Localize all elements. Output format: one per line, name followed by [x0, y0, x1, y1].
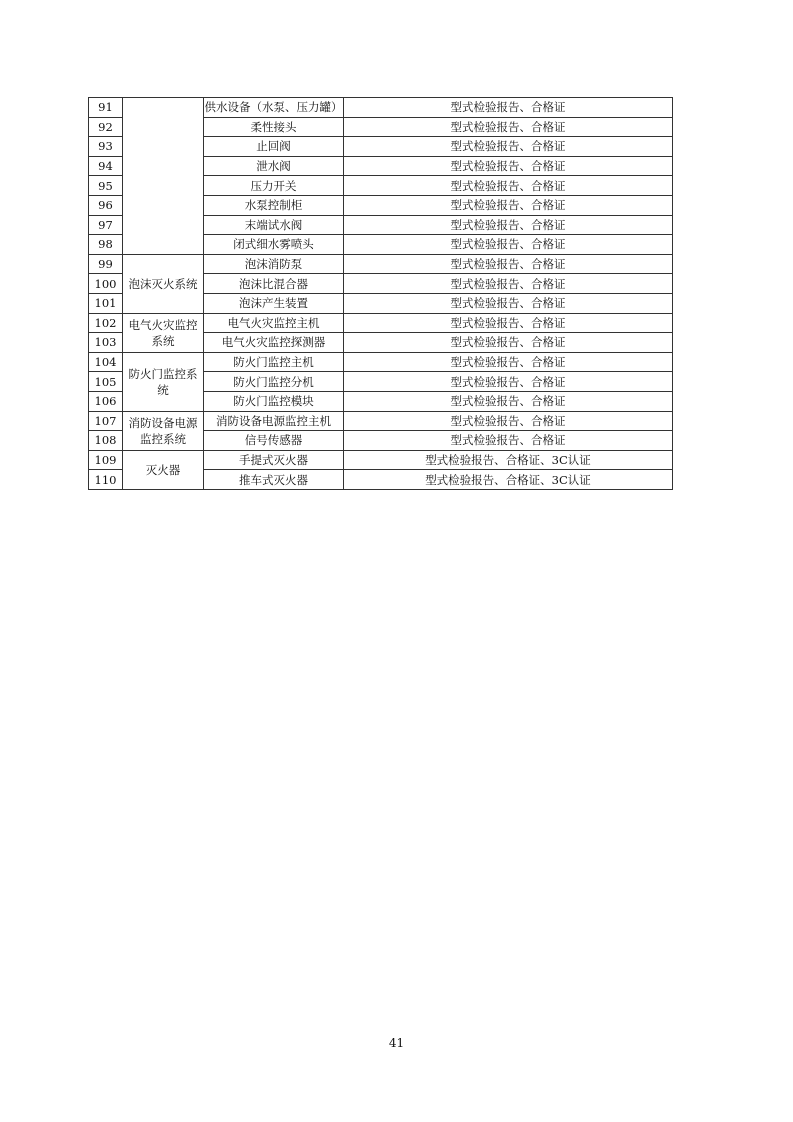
- row-number: 109: [89, 450, 123, 470]
- row-number: 91: [89, 98, 123, 118]
- equipment-table: [88, 97, 673, 490]
- equipment-name: 泡沫消防泵: [204, 254, 344, 274]
- equipment-name: 电气火灾监控探测器: [204, 333, 344, 353]
- equipment-name: 信号传感器: [204, 431, 344, 451]
- category-cell: 电气火灾监控系统: [123, 313, 204, 352]
- required-documents: 型式检验报告、合格证、3C认证: [344, 470, 673, 490]
- required-documents: 型式检验报告、合格证: [344, 254, 673, 274]
- required-documents: 型式检验报告、合格证: [344, 372, 673, 392]
- category-cell: 泡沫灭火系统: [123, 254, 204, 313]
- required-documents: 型式检验报告、合格证: [344, 137, 673, 157]
- equipment-name: 推车式灭火器: [204, 470, 344, 490]
- equipment-name: 消防设备电源监控主机: [204, 411, 344, 431]
- category-cell: [123, 98, 204, 255]
- row-number: 108: [89, 431, 123, 451]
- equipment-name: 供水设备（水泵、压力罐）: [204, 98, 344, 118]
- row-number: 104: [89, 352, 123, 372]
- row-number: 103: [89, 333, 123, 353]
- row-number: 95: [89, 176, 123, 196]
- row-number: 97: [89, 215, 123, 235]
- row-number: 110: [89, 470, 123, 490]
- row-number: 99: [89, 254, 123, 274]
- required-documents: 型式检验报告、合格证: [344, 235, 673, 255]
- row-number: 96: [89, 195, 123, 215]
- required-documents: 型式检验报告、合格证: [344, 274, 673, 294]
- equipment-name: 电气火灾监控主机: [204, 313, 344, 333]
- row-number: 93: [89, 137, 123, 157]
- required-documents: 型式检验报告、合格证: [344, 117, 673, 137]
- equipment-name: 泡沫比混合器: [204, 274, 344, 294]
- category-cell: 灭火器: [123, 450, 204, 489]
- required-documents: 型式检验报告、合格证: [344, 156, 673, 176]
- required-documents: 型式检验报告、合格证、3C认证: [344, 450, 673, 470]
- row-number: 107: [89, 411, 123, 431]
- row-number: 106: [89, 391, 123, 411]
- required-documents: 型式检验报告、合格证: [344, 333, 673, 353]
- category-cell: 防火门监控系统: [123, 352, 204, 411]
- equipment-name: 柔性接头: [204, 117, 344, 137]
- required-documents: 型式检验报告、合格证: [344, 176, 673, 196]
- table-row: [89, 98, 673, 118]
- table-row: [89, 313, 673, 333]
- required-documents: 型式检验报告、合格证: [344, 195, 673, 215]
- required-documents: 型式检验报告、合格证: [344, 431, 673, 451]
- table-row: [89, 254, 673, 274]
- row-number: 94: [89, 156, 123, 176]
- equipment-name: 防火门监控分机: [204, 372, 344, 392]
- required-documents: 型式检验报告、合格证: [344, 98, 673, 118]
- equipment-name: 防火门监控模块: [204, 391, 344, 411]
- row-number: 101: [89, 293, 123, 313]
- table-row: [89, 411, 673, 431]
- equipment-name: 泡沫产生装置: [204, 293, 344, 313]
- equipment-name: 闭式细水雾喷头: [204, 235, 344, 255]
- equipment-table-body: [89, 98, 673, 490]
- equipment-name: 防火门监控主机: [204, 352, 344, 372]
- required-documents: 型式检验报告、合格证: [344, 391, 673, 411]
- row-number: 92: [89, 117, 123, 137]
- equipment-name: 止回阀: [204, 137, 344, 157]
- category-cell: 消防设备电源监控系统: [123, 411, 204, 450]
- table-row: [89, 352, 673, 372]
- required-documents: 型式检验报告、合格证: [344, 313, 673, 333]
- row-number: 102: [89, 313, 123, 333]
- table-row: [89, 450, 673, 470]
- required-documents: 型式检验报告、合格证: [344, 411, 673, 431]
- equipment-name: 水泵控制柜: [204, 195, 344, 215]
- required-documents: 型式检验报告、合格证: [344, 215, 673, 235]
- equipment-name: 压力开关: [204, 176, 344, 196]
- row-number: 100: [89, 274, 123, 294]
- row-number: 98: [89, 235, 123, 255]
- equipment-name: 泄水阀: [204, 156, 344, 176]
- row-number: 105: [89, 372, 123, 392]
- equipment-name: 手提式灭火器: [204, 450, 344, 470]
- required-documents: 型式检验报告、合格证: [344, 352, 673, 372]
- equipment-name: 末端试水阀: [204, 215, 344, 235]
- page-number: 41: [388, 1036, 405, 1050]
- required-documents: 型式检验报告、合格证: [344, 293, 673, 313]
